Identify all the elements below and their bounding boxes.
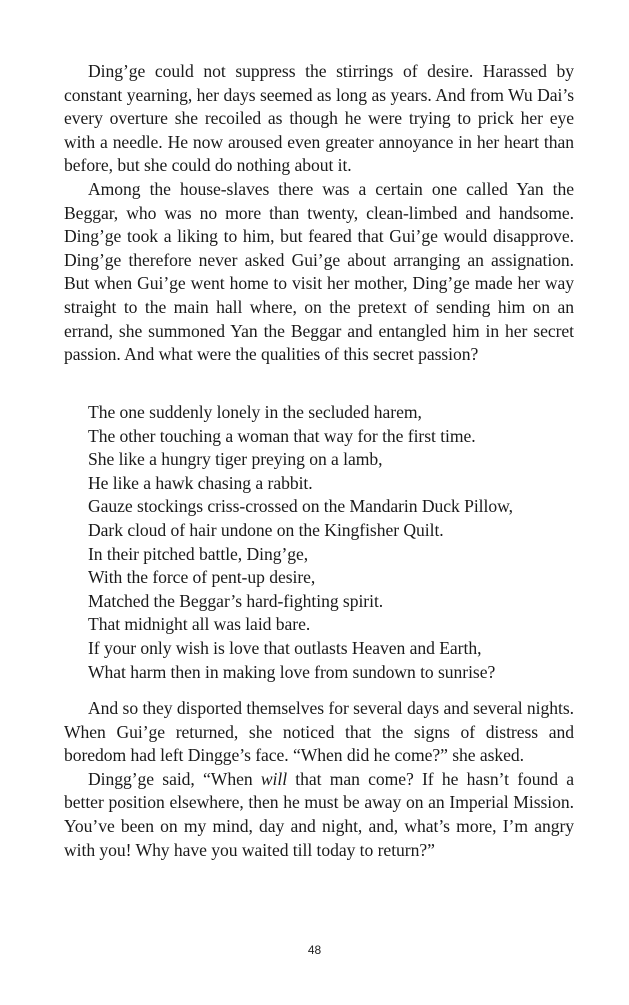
poem-line: In their pitched battle, Ding’ge, — [88, 543, 309, 564]
poem-line: He like a hawk chasing a rabbit. — [88, 472, 313, 493]
reply-emphasis: will — [260, 768, 288, 789]
paragraph-ding-ge-desire: Ding’ge could not suppress the stirrings of desire. Harassed by constant yearning, her days seemed as long as years. And from Wu Dai’s every overture she recoiled as though he were trying to prick her eye with a needle. He now aroused even greater annoyance in her heart than before, but she could do nothing about it. — [64, 61, 574, 176]
poem-line: Gauze stockings criss-crossed on the Mandarin Duck Pillow, — [88, 496, 513, 517]
prose-section-bottom — [64, 697, 574, 862]
poem-verse — [88, 401, 568, 684]
page-number: 48 — [307, 943, 322, 957]
poem-line: The one suddenly lonely in the secluded harem, — [88, 402, 422, 422]
reply-text-after: that man come? If he hasn’t found a better position elsewhere, then he must be away on an Imperial Mission. You’ve been on my mind, day and night, and, what’s more, I’m angry with you! Why have you waited till today to return?” — [64, 768, 574, 860]
poem-line: Matched the Beggar’s hard-fighting spirit. — [88, 590, 384, 611]
poem-line: With the force of pent-up desire, — [88, 567, 316, 588]
poem-line: Dark cloud of hair undone on the Kingfisher Quilt. — [88, 519, 444, 540]
poem-line: If your only wish is love that outlasts Heaven and Earth, — [88, 637, 482, 658]
paragraph-yan-the-beggar: Among the house-slaves there was a certain one called Yan the Beggar, who was no more than twenty, clean-limbed and handsome. Ding’ge took a liking to him, but feared that Gui’ge would disapprove. Ding’ge therefore never asked Gui’ge about arranging an assignation. But when Gui’ge went home to visit her mother, Ding’ge made her way straight to the main hall where, on the pretext of sending him on an errand, she summoned Yan the Beggar and entangled him in her secret passion. And what were the qualities of this secret passion? — [64, 178, 574, 365]
poem-line: She like a hungry tiger preying on a lamb, — [88, 449, 383, 470]
reply-text-before: Dingg’ge said, “When — [88, 768, 261, 789]
poem-line: The other touching a woman that way for the first time. — [88, 425, 476, 446]
poem-line: What harm then in making love from sundown to sunrise? — [88, 661, 496, 682]
paragraph-dingge-reply — [64, 768, 574, 862]
paragraph-gui-ge-returns: And so they disported themselves for several days and several nights. When Gui’ge returned, she noticed that the signs of distress and boredom had left Dingge’s face. “When did he come?” she asked. — [64, 698, 574, 766]
prose-section-top — [64, 60, 574, 367]
poem-line: That midnight all was laid bare. — [88, 614, 311, 635]
